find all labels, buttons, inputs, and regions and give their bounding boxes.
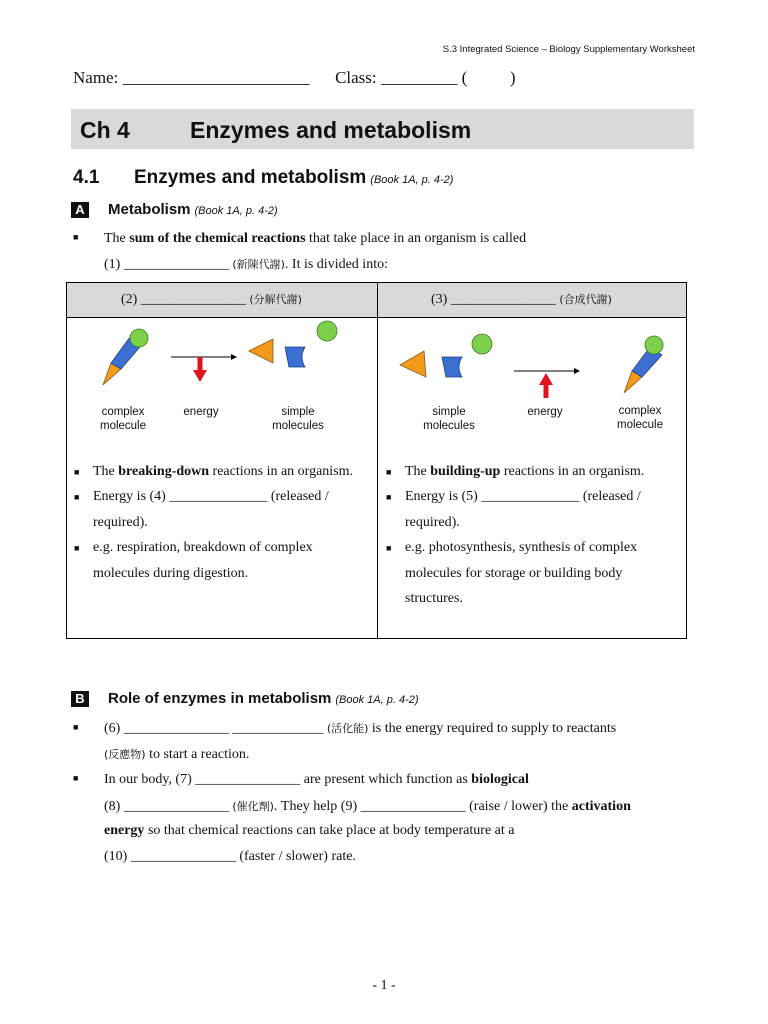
simple-molecules-icon [400,334,492,377]
chapter-number: Ch 4 [80,117,130,143]
part-a-heading [108,201,278,218]
part-b-bullet-1-line-1: ■ (6) _______________ _____________ (活化能) is the energy required to supply to reactants [73,721,617,736]
part-a-line-1: ■ The sum of the chemical reactions that take place in an organism is called [73,231,527,246]
part-a-book-ref: (Book 1A, p. 4-2) [194,205,278,217]
energy-label: energy [527,406,563,418]
bullet-square-icon: ■ [73,773,79,783]
key-term: activation [571,799,631,814]
simple-molecules-label: simple molecules [423,406,475,432]
bullet-square-icon: ■ [386,467,392,477]
part-b-heading [108,690,419,707]
class-number-close: ) [509,68,516,87]
key-term: breaking-down [118,464,210,479]
blank-2: (2) _______________ [121,292,250,307]
list-item [385,484,670,535]
part-b-bullet-2-line-2 [104,798,695,815]
key-term: building-up [430,464,501,479]
worksheet-header-note: S.3 Integrated Science – Biology Supplementary Worksheet [442,44,695,55]
blank-3: (3) _______________ [431,292,560,307]
blank-5: Energy is (5) ______________ (released / required). [405,489,641,530]
simple-molecules-icon [249,321,337,367]
chapter-title: Enzymes and metabolism [190,117,472,143]
list-item [73,484,358,535]
class-number-open: ( [461,68,468,87]
blank-10: (10) _______________ (faster / slower) rate. [104,849,356,864]
anabolism-diagram [378,317,687,417]
energy-required-arrow-icon [514,368,580,398]
energy-label: energy [183,406,219,418]
part-b-bullet-2-line-3: energy so that chemical reactions can take place at body temperature at a [104,823,515,838]
part-b-title: Role of enzymes in metabolism [108,690,332,707]
list-item: ■ e.g. photosynthesis, synthesis of complex molecules for storage or building body structures. [385,535,670,611]
bullet-square-icon: ■ [73,232,79,242]
chinese-term: (反應物) [104,748,146,761]
complex-molecule-label: complex molecule [616,405,664,431]
section-heading [73,167,453,189]
list-item: ■ The building-up reactions in an organism. [385,459,670,484]
bullet-square-icon: ■ [386,492,392,503]
blank-1: (1) _______________ [104,257,233,272]
anabolism-notes [385,459,670,611]
blank-8: (8) _______________ [104,799,233,814]
part-a-letter-badge: A [71,202,89,218]
anabolism-header [431,291,612,308]
complex-molecule-icon [624,336,663,393]
blank-6: (6) _______________ _____________ [104,721,327,736]
simple-molecules-label: simple molecules [272,406,324,432]
blank-4: Energy is (4) ______________ (released / required). [93,489,329,530]
bullet-square-icon: ■ [74,467,80,477]
key-term: energy [104,823,145,838]
part-b-letter-badge: B [71,691,89,707]
catabolism-notes [73,459,358,586]
part-a-line-2: (1) _______________ (新陳代謝). It is divided into: [104,257,388,272]
catabolism-header [121,291,302,308]
part-b-bullet-2-line-4 [104,849,695,865]
part-a-title: Metabolism [108,201,191,218]
page-number: - 1 - [372,978,396,993]
blank-9: . They help (9) _______________ (raise / lower) the [273,799,572,814]
name-label: Name: [73,68,119,87]
key-term: biological [471,772,529,787]
list-item: ■ The breaking-down reactions in an organism. [73,459,358,484]
part-b-bullet-2-line-1 [73,772,695,788]
metabolism-table [66,282,687,639]
class-blank: _________ [380,68,458,87]
energy-released-arrow-icon [171,354,237,382]
bullet-square-icon: ■ [73,722,79,732]
name-blank: ______________________ [122,68,310,87]
chinese-term: (催化劑) [232,800,274,813]
chinese-term: (分解代謝) [249,293,302,306]
complex-molecule-icon [103,329,148,385]
bullet-square-icon: ■ [74,543,80,554]
chinese-term: (活化能) [326,722,369,735]
chinese-term: (合成代謝) [559,293,612,306]
chinese-term: (新陳代謝) [232,258,285,271]
section-book-ref: (Book 1A, p. 4-2) [370,174,454,186]
section-title: Enzymes and metabolism [134,167,367,188]
complex-molecule-label: complex molecule [99,406,147,432]
bullet-square-icon: ■ [386,543,392,554]
list-item: ■ e.g. respiration, breakdown of complex molecules during digestion. [73,535,358,586]
part-b-book-ref: (Book 1A, p. 4-2) [335,694,419,706]
class-label: Class: [335,68,377,87]
section-number: 4.1 [73,167,100,188]
catabolism-diagram [67,317,377,417]
part-b-bullet-1-line-2: (反應物) to start a reaction. [104,747,250,762]
key-term: sum of the chemical reactions [129,231,306,246]
chapter-heading-band [71,109,694,149]
name-class-row [73,68,515,88]
blank-7: In our body, (7) _______________ are present which function as [104,772,472,787]
bullet-square-icon: ■ [74,492,80,503]
